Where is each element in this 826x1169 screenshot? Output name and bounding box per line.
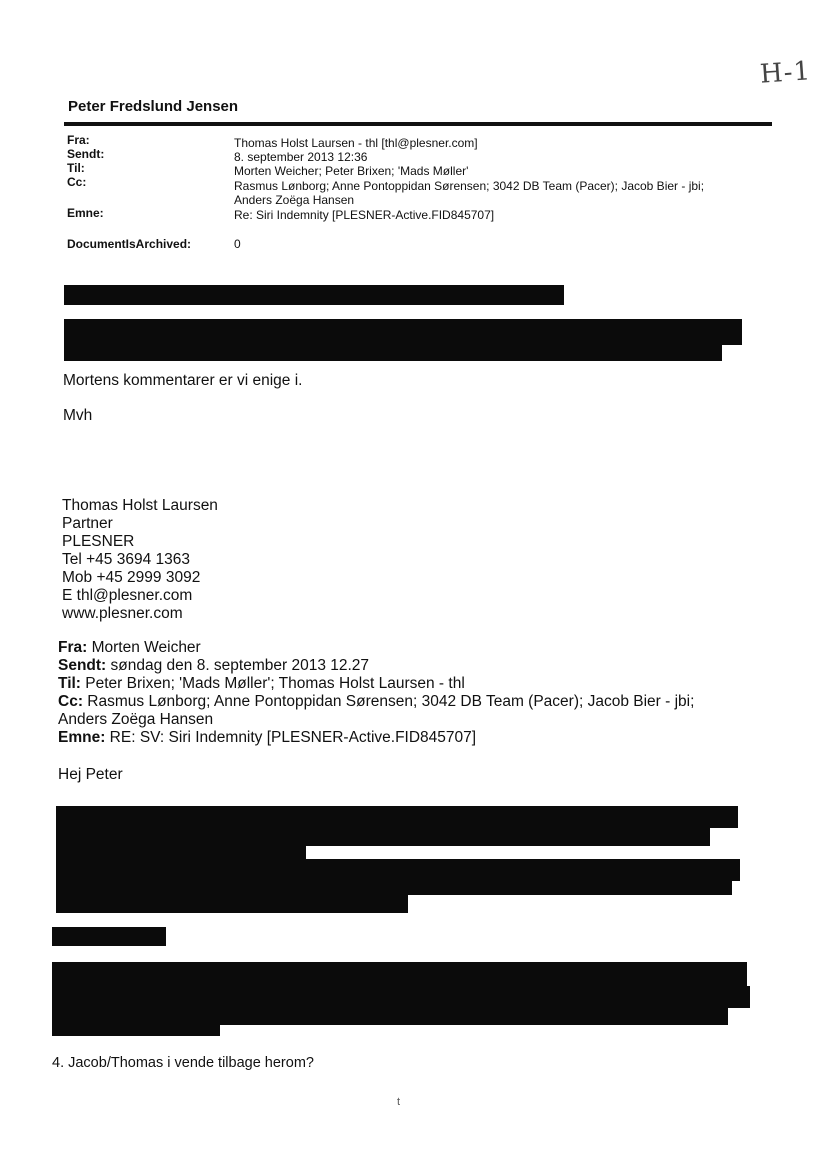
emne-label: Emne: xyxy=(67,206,104,220)
body-comment: Mortens kommentarer er vi enige i. xyxy=(63,372,303,389)
til-label: Til: xyxy=(67,161,85,175)
page-number: t xyxy=(397,1096,401,1108)
fra-label: Fra: xyxy=(67,133,90,147)
forwarded-header xyxy=(58,639,758,747)
fwd-cc-value-cont: Anders Zoëga Hansen xyxy=(58,711,214,728)
fwd-greeting: Hej Peter xyxy=(58,766,123,783)
body-closing: Mvh xyxy=(63,407,93,424)
sender-name: Peter Fredslund Jensen xyxy=(68,98,239,115)
handwritten-mark: H-1 xyxy=(759,56,812,90)
emne-value: Re: Siri Indemnity [PLESNER-Active.FID845707] xyxy=(234,208,495,222)
fwd-fra-value: Morten Weicher xyxy=(87,639,201,656)
redaction-bar xyxy=(56,826,710,846)
redaction-bar xyxy=(64,340,722,361)
fwd-sendt-value: søndag den 8. september 2013 12.27 xyxy=(106,657,370,674)
fwd-emne-value: RE: SV: Siri Indemnity [PLESNER-Active.FID845707] xyxy=(105,729,477,746)
signature-company: PLESNER xyxy=(62,533,135,550)
archived-value: 0 xyxy=(234,237,241,251)
til-value: Morten Weicher; Peter Brixen; 'Mads Møller' xyxy=(234,164,469,178)
redaction-bar xyxy=(56,806,738,828)
fwd-cc-value: Rasmus Lønborg; Anne Pontoppidan Sørensen; 3042 DB Team (Pacer); Jacob Bier - jbi; xyxy=(82,693,695,710)
cc-label: Cc: xyxy=(67,175,87,189)
header-rule xyxy=(64,122,772,126)
signature-title: Partner xyxy=(62,515,113,532)
redaction-bar xyxy=(56,893,408,913)
signature-tel: Tel +45 3694 1363 xyxy=(62,551,190,568)
fra-value: Thomas Holst Laursen - thl [thl@plesner.com] xyxy=(234,136,478,150)
cc-value: Rasmus Lønborg; Anne Pontoppidan Sørensen; 3042 DB Team (Pacer); Jacob Bier - jbi; xyxy=(234,179,705,193)
fwd-til-label: Til: xyxy=(58,675,81,692)
sendt-label: Sendt: xyxy=(67,147,105,161)
signature-mob: Mob +45 2999 3092 xyxy=(62,569,201,586)
redaction-bar xyxy=(52,927,166,946)
signature-block xyxy=(62,497,218,623)
item-4: 4. Jacob/Thomas i vende tilbage herom? xyxy=(52,1055,314,1071)
fwd-sendt-label: Sendt: xyxy=(58,657,107,674)
signature-name: Thomas Holst Laursen xyxy=(62,497,218,514)
redaction-bar xyxy=(64,285,564,305)
redaction-bar xyxy=(56,844,306,860)
fwd-cc-label: Cc: xyxy=(58,693,83,710)
fwd-fra-label: Fra: xyxy=(58,639,88,656)
redaction-bar xyxy=(52,1021,220,1036)
signature-website: www.plesner.com xyxy=(62,605,183,622)
cc-value-cont: Anders Zoëga Hansen xyxy=(234,193,355,207)
fwd-emne-label: Emne: xyxy=(58,729,106,746)
fwd-til-value: Peter Brixen; 'Mads Møller'; Thomas Holst Laursen - thl xyxy=(80,675,465,692)
sendt-value: 8. september 2013 12:36 xyxy=(234,150,368,164)
redaction-bar xyxy=(56,859,740,881)
signature-email: E thl@plesner.com xyxy=(62,587,193,604)
archived-label: DocumentIsArchived: xyxy=(67,237,192,251)
